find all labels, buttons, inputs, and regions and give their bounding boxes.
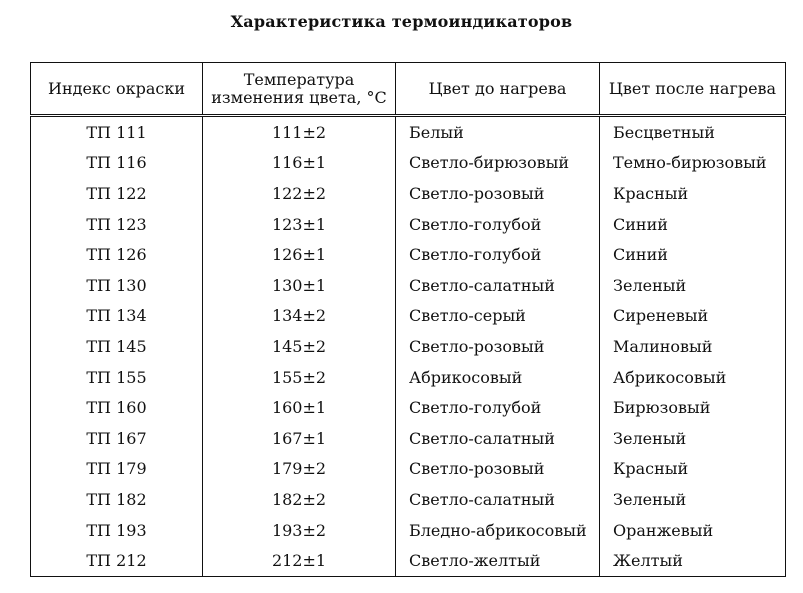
cell-color-before: Светло-салатный [396,423,600,454]
header-temperature-line2: изменения цвета, °С [211,87,387,107]
cell-color-before: Светло-розовый [396,331,600,362]
table-row [31,545,786,576]
header-color-before [396,63,600,116]
cell-color-before: Светло-голубой [396,209,600,240]
header-temperature [203,63,396,116]
table-row [31,148,786,179]
header-temperature-line1: Температура [243,69,355,89]
cell-index: ТП 123 [31,209,203,240]
cell-color-before: Светло-розовый [396,178,600,209]
cell-color-after: Бесцветный [600,116,786,148]
table-row [31,239,786,270]
cell-color-before: Светло-голубой [396,392,600,423]
cell-color-after: Темно-бирюзовый [600,148,786,179]
cell-color-before: Белый [396,116,600,148]
cell-color-after: Малиновый [600,331,786,362]
cell-temperature: 130±1 [203,270,396,301]
table-row [31,454,786,485]
table-row [31,116,786,148]
cell-color-before: Светло-розовый [396,454,600,485]
cell-index: ТП 111 [31,116,203,148]
header-color-before-label: Цвет до нагрева [428,78,567,98]
cell-color-before: Светло-серый [396,301,600,332]
cell-index: ТП 130 [31,270,203,301]
cell-color-after: Синий [600,239,786,270]
table-row [31,515,786,546]
cell-temperature: 179±2 [203,454,396,485]
cell-index: ТП 160 [31,392,203,423]
cell-color-after: Абрикосовый [600,362,786,393]
table-row [31,209,786,240]
cell-temperature: 145±2 [203,331,396,362]
cell-color-after: Зеленый [600,484,786,515]
header-index-label: Индекс окраски [47,78,186,98]
cell-temperature: 155±2 [203,362,396,393]
cell-color-after: Желтый [600,545,786,576]
table-row [31,392,786,423]
cell-temperature: 193±2 [203,515,396,546]
table-row [31,270,786,301]
cell-temperature: 134±2 [203,301,396,332]
table-title: Характеристика термоиндикаторов [230,12,573,31]
cell-color-after: Сиреневый [600,301,786,332]
cell-color-after: Красный [600,178,786,209]
cell-color-after: Оранжевый [600,515,786,546]
cell-temperature: 160±1 [203,392,396,423]
table-row [31,178,786,209]
cell-index: ТП 212 [31,545,203,576]
cell-color-before: Светло-бирюзовый [396,148,600,179]
cell-color-before: Бледно-абрикосовый [396,515,600,546]
cell-temperature: 167±1 [203,423,396,454]
cell-index: ТП 122 [31,178,203,209]
cell-temperature: 126±1 [203,239,396,270]
cell-temperature: 122±2 [203,178,396,209]
table-row [31,423,786,454]
cell-color-before: Светло-желтый [396,545,600,576]
table-row [31,484,786,515]
cell-index: ТП 145 [31,331,203,362]
cell-index: ТП 116 [31,148,203,179]
cell-color-before: Абрикосовый [396,362,600,393]
cell-color-after: Зеленый [600,270,786,301]
cell-index: ТП 155 [31,362,203,393]
table-header-row [31,63,786,116]
thermoindicator-table [30,62,786,577]
cell-color-after: Зеленый [600,423,786,454]
header-index [31,63,203,116]
cell-index: ТП 167 [31,423,203,454]
cell-color-before: Светло-салатный [396,270,600,301]
cell-index: ТП 182 [31,484,203,515]
cell-index: ТП 193 [31,515,203,546]
cell-index: ТП 134 [31,301,203,332]
cell-color-after: Бирюзовый [600,392,786,423]
cell-temperature: 182±2 [203,484,396,515]
table-row [31,301,786,332]
cell-temperature: 116±1 [203,148,396,179]
cell-color-after: Красный [600,454,786,485]
table-row [31,331,786,362]
cell-temperature: 212±1 [203,545,396,576]
table-row [31,362,786,393]
cell-index: ТП 126 [31,239,203,270]
header-color-after [600,63,786,116]
cell-color-after: Синий [600,209,786,240]
cell-temperature: 123±1 [203,209,396,240]
cell-index: ТП 179 [31,454,203,485]
cell-color-before: Светло-голубой [396,239,600,270]
cell-color-before: Светло-салатный [396,484,600,515]
header-color-after-label: Цвет после нагрева [608,78,777,98]
cell-temperature: 111±2 [203,116,396,148]
